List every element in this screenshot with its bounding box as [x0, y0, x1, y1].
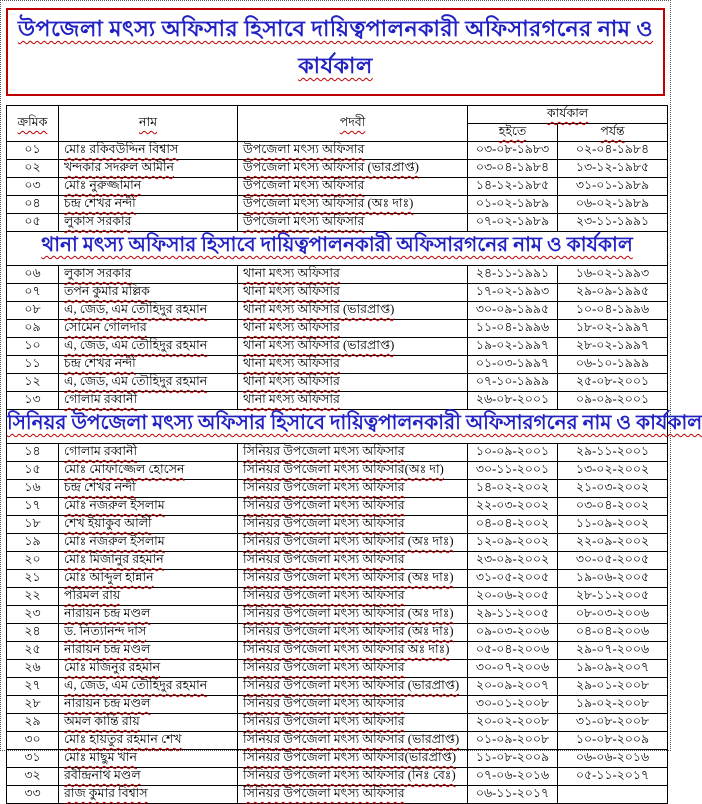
from-date-cell: ৩০-১১-২০০১: [468, 462, 558, 480]
from-date-cell: ১৪-০২-২০০২: [468, 480, 558, 498]
name-cell: চন্দ্র শেখর নন্দী: [59, 356, 238, 374]
from-date-cell: ২২-০৩-২০০২: [468, 498, 558, 516]
name-cell: অমল কান্তি রায়: [59, 714, 238, 732]
table-row: [7, 374, 668, 392]
table-row: [7, 714, 668, 732]
designation-cell: সিনিয়র উপজেলা মৎস্য অফিসার: [238, 516, 468, 534]
name-cell: গোলাম রব্বানী: [59, 392, 238, 410]
designation-cell: সিনিয়র উপজেলা মৎস্য অফিসার: [238, 696, 468, 714]
to-date-cell: ১৯-০২-২০০৮: [558, 696, 668, 714]
designation-cell: উপজেলা মৎস্য অফিসার (অঃ দাঃ): [238, 196, 468, 214]
name-cell: মোঃ মিজানুর রহমান: [59, 552, 238, 570]
designation-cell: থানা মৎস্য অফিসার (ভারপ্রাপ্ত): [238, 302, 468, 320]
from-date-cell: ০৫-০৪-২০০৬: [468, 642, 558, 660]
table-header: [7, 106, 668, 142]
to-date-cell: ২৫-০৮-২০০১: [558, 374, 668, 392]
table-row: [7, 642, 668, 660]
to-date-cell: ১৩-১২-১৯৮৫: [558, 160, 668, 178]
to-date-cell: ০৬-১০-১৯৯৯: [558, 356, 668, 374]
table-row: [7, 552, 668, 570]
serial-cell: ২২: [7, 588, 59, 606]
table-row: [7, 142, 668, 160]
to-date-cell: ২১-০৩-২০০২: [558, 480, 668, 498]
serial-cell: ১১: [7, 356, 59, 374]
designation-cell: সিনিয়র উপজেলা মৎস্য অফিসার: [238, 498, 468, 516]
table-row: [7, 732, 668, 750]
serial-cell: ০৩: [7, 178, 59, 196]
from-date-cell: ২০-০৯-২০০৭: [468, 678, 558, 696]
from-date-cell: ৩০-০৯-১৯৯৫: [468, 302, 558, 320]
from-date-cell: ০৭-০৬-২০১৬: [468, 768, 558, 786]
name-cell: লুকাস সরকার: [59, 266, 238, 284]
designation-cell: সিনিয়র উপজেলা মৎস্য অফিসার (ভারপ্রাপ্ত): [238, 678, 468, 696]
table-row: [7, 534, 668, 552]
to-date-cell: ২৩-১১-১৯৯১: [558, 214, 668, 232]
from-date-cell: ১৭-০২-১৯৯৩: [468, 284, 558, 302]
designation-cell: সিনিয়র উপজেলা মৎস্য অফিসার (ভারপ্রাপ্ত): [238, 732, 468, 750]
serial-cell: ১৮: [7, 516, 59, 534]
designation-cell: থানা মৎস্য অফিসার: [238, 266, 468, 284]
from-date-cell: ০৭-০২-১৯৮৯: [468, 214, 558, 232]
table-row: [7, 196, 668, 214]
to-date-cell: ২৮-১১-২০০৫: [558, 588, 668, 606]
designation-cell: সিনিয়র উপজেলা মৎস্য অফিসার: [238, 660, 468, 678]
designation-cell: সিনিয়র উপজেলা মৎস্য অফিসার: [238, 714, 468, 732]
name-cell: রবীন্দ্রনাথ মণ্ডল: [59, 768, 238, 786]
from-date-cell: ১০-০৯-২০০১: [468, 444, 558, 462]
column-header-to: পর্যন্ত: [558, 124, 668, 142]
designation-cell: থানা মৎস্য অফিসার: [238, 320, 468, 338]
table-row: [7, 462, 668, 480]
designation-cell: সিনিয়র উপজেলা মৎস্য অফিসার: [238, 552, 468, 570]
to-date-cell: ৩১-০১-১৯৮৯: [558, 178, 668, 196]
from-date-cell: ০১-০২-১৯৮৯: [468, 196, 558, 214]
column-header-tenure: কার্যকাল: [468, 106, 668, 124]
serial-cell: ০২: [7, 160, 59, 178]
designation-cell: থানা মৎস্য অফিসার: [238, 392, 468, 410]
name-cell: ড. নিত্যানন্দ দাস: [59, 624, 238, 642]
to-date-cell: ০৬-০৬-২০১৬: [558, 750, 668, 768]
name-cell: এ, জেড, এম তৌহিদুর রহমান: [59, 374, 238, 392]
table-row: [7, 588, 668, 606]
designation-cell: থানা মৎস্য অফিসার: [238, 284, 468, 302]
name-cell: মোঃ মোফাজ্জেল হোসেন: [59, 462, 238, 480]
table-row: [7, 178, 668, 196]
table-row: [7, 570, 668, 588]
name-cell: শেখ ইয়াকুব আলী: [59, 516, 238, 534]
name-cell: লুকাস সরকার: [59, 214, 238, 232]
column-header-from: হইতে: [468, 124, 558, 142]
from-date-cell: ০৩-০৮-১৯৮৩: [468, 142, 558, 160]
table-row: [7, 696, 668, 714]
designation-cell: সিনিয়র উপজেলা মৎস্য অফিসার (অঃ দাঃ): [238, 534, 468, 552]
from-date-cell: ২৬-০৮-২০০১: [468, 392, 558, 410]
name-cell: তপন কুমার মল্লিক: [59, 284, 238, 302]
to-date-cell: ১৩-০২-২০০২: [558, 462, 668, 480]
to-date-cell: ০৮-০৩-২০০৬: [558, 606, 668, 624]
name-cell: মোঃ রকিবউদ্দিন বিশ্বাস: [59, 142, 238, 160]
name-cell: নারায়ন চন্দ্র মণ্ডল: [59, 642, 238, 660]
table-body: [7, 142, 702, 804]
designation-cell: সিনিয়র উপজেলা মৎস্য অফিসার অঃ দাঃ): [238, 642, 468, 660]
section-title: থানা মৎস্য অফিসার হিসাবে দায়িত্বপালনকারী অফিসারগনের নাম ও কার্যকাল: [41, 234, 633, 256]
table-row: [7, 392, 668, 410]
name-cell: গোলাম রব্বানী: [59, 444, 238, 462]
table-row: [7, 786, 668, 804]
from-date-cell: ১১-০৮-২০০৯: [468, 750, 558, 768]
from-date-cell: ০৯-০৩-২০০৬: [468, 624, 558, 642]
serial-cell: ০৯: [7, 320, 59, 338]
serial-cell: ১৭: [7, 498, 59, 516]
from-date-cell: ১১-০৪-১৯৯৬: [468, 320, 558, 338]
table-row: [7, 660, 668, 678]
designation-cell: সিনিয়র উপজেলা মৎস্য অফিসার(অঃ দা): [238, 462, 468, 480]
serial-cell: ১২: [7, 374, 59, 392]
serial-cell: ২৫: [7, 642, 59, 660]
name-cell: চন্দ্র শেখর নন্দী: [59, 480, 238, 498]
from-date-cell: ৩০-০৭-২০০৬: [468, 660, 558, 678]
from-date-cell: ০৩-০৪-১৯৮৪: [468, 160, 558, 178]
name-cell: এ, জেড, এম তৌহিদুর রহমান: [59, 338, 238, 356]
serial-cell: ০৫: [7, 214, 59, 232]
designation-cell: সিনিয়র উপজেলা মৎস্য অফিসার: [238, 444, 468, 462]
to-date-cell: ১৯-০৬-২০০৫: [558, 570, 668, 588]
from-date-cell: ১২-০৯-২০০২: [468, 534, 558, 552]
name-cell: পরিমল রায়: [59, 588, 238, 606]
from-date-cell: ২৪-১১-১৯৯১: [468, 266, 558, 284]
table-row: [7, 356, 668, 374]
section-title-row: [7, 410, 668, 444]
name-cell: মোঃ মজিনুর রহমান: [59, 660, 238, 678]
header-row-main: [7, 106, 668, 124]
from-date-cell: ০৭-১০-১৯৯৯: [468, 374, 558, 392]
table-row: [7, 302, 668, 320]
from-date-cell: ১৯-০২-১৯৯৭: [468, 338, 558, 356]
table-row: [7, 606, 668, 624]
from-date-cell: ২৩-০৯-২০০২: [468, 552, 558, 570]
serial-cell: ২৩: [7, 606, 59, 624]
to-date-cell: ২৯-০৯-১৯৯৫: [558, 284, 668, 302]
column-header-serial: ক্রমিক: [7, 106, 59, 142]
from-date-cell: ৩১-০৫-২০০৫: [468, 570, 558, 588]
serial-cell: ১৩: [7, 392, 59, 410]
from-date-cell: ০১-০৯-২০০৮: [468, 732, 558, 750]
serial-cell: ০১: [7, 142, 59, 160]
name-cell: নারায়ন চন্দ্র মণ্ডল: [59, 696, 238, 714]
serial-cell: ০৮: [7, 302, 59, 320]
serial-cell: ২৭: [7, 678, 59, 696]
from-date-cell: ০৬-১১-২০১৭: [468, 786, 558, 804]
serial-cell: ০৪: [7, 196, 59, 214]
serial-cell: ১৫: [7, 462, 59, 480]
to-date-cell: ৩১-০৮-২০০৮: [558, 714, 668, 732]
designation-cell: উপজেলা মৎস্য অফিসার (ভারপ্রাপ্ত): [238, 160, 468, 178]
serial-cell: ০৬: [7, 266, 59, 284]
name-cell: মোঃ নজরুল ইসলাম: [59, 534, 238, 552]
designation-cell: উপজেলা মৎস্য অফিসার: [238, 214, 468, 232]
section-title: সিনিয়র উপজেলা মৎস্য অফিসার হিসাবে দায়িত্বপালনকারী অফিসারগনের নাম ও কার্যকাল: [7, 412, 702, 434]
table-row: [7, 750, 668, 768]
table-row: [7, 480, 668, 498]
designation-cell: সিনিয়র উপজেলা মৎস্য অফিসার: [238, 480, 468, 498]
to-date-cell: ০৩-০৪-২০০২: [558, 498, 668, 516]
designation-cell: উপজেলা মৎস্য অফিসার: [238, 142, 468, 160]
to-date-cell: ২৯-০১-২০০৮: [558, 678, 668, 696]
page-title-box: [6, 8, 665, 96]
column-header-name: নাম: [59, 106, 238, 142]
serial-cell: ১৪: [7, 444, 59, 462]
officers-table: [6, 105, 702, 804]
name-cell: সোমেন গোলদার: [59, 320, 238, 338]
designation-cell: সিনিয়র উপজেলা মৎস্য অফিসার: [238, 588, 468, 606]
designation-cell: সিনিয়র উপজেলা মৎস্য অফিসার (অঃ দাঃ): [238, 624, 468, 642]
to-date-cell: ০৯-০৯-২০০১: [558, 392, 668, 410]
table-row: [7, 320, 668, 338]
name-cell: এ, জেড, এম তৌহিদুর রহমান: [59, 302, 238, 320]
table-row: [7, 284, 668, 302]
serial-cell: ২৮: [7, 696, 59, 714]
name-cell: মোঃ মাছুম খান: [59, 750, 238, 768]
serial-cell: ০৭: [7, 284, 59, 302]
table-row: [7, 160, 668, 178]
serial-cell: ২৬: [7, 660, 59, 678]
from-date-cell: ২৯-১১-২০০৫: [468, 606, 558, 624]
serial-cell: ২৯: [7, 714, 59, 732]
name-cell: মোঃ আব্দুল হান্নান: [59, 570, 238, 588]
to-date-cell: ২৮-০২-১৯৯৭: [558, 338, 668, 356]
from-date-cell: ১৪-১২-১৯৮৫: [468, 178, 558, 196]
name-cell: মোঃ নজরুল ইসলাম: [59, 498, 238, 516]
table-row: [7, 624, 668, 642]
table-row: [7, 444, 668, 462]
designation-cell: সিনিয়র উপজেলা মৎস্য অফিসার (অঃ দাঃ): [238, 606, 468, 624]
to-date-cell: ১০-০৮-২০০৯: [558, 732, 668, 750]
table-row: [7, 338, 668, 356]
to-date-cell: ১১-০৯-২০০২: [558, 516, 668, 534]
from-date-cell: ০১-০৩-১৯৯৭: [468, 356, 558, 374]
serial-cell: ৩২: [7, 768, 59, 786]
serial-cell: ২৪: [7, 624, 59, 642]
table-row: [7, 266, 668, 284]
from-date-cell: ৩০-০১-২০০৮: [468, 696, 558, 714]
designation-cell: সিনিয়র উপজেলা মৎস্য অফিসার: [238, 786, 468, 804]
serial-cell: ৩১: [7, 750, 59, 768]
designation-cell: থানা মৎস্য অফিসার: [238, 374, 468, 392]
name-cell: মোঃ হায়তুর রহমান শেখ: [59, 732, 238, 750]
to-date-cell: ৩০-০৫-২০০৫: [558, 552, 668, 570]
section-title-cell: [7, 410, 702, 444]
to-date-cell: ১৮-০২-১৯৯৭: [558, 320, 668, 338]
serial-cell: ২১: [7, 570, 59, 588]
serial-cell: ১৯: [7, 534, 59, 552]
to-date-cell: ০৬-০২-১৯৮৯: [558, 196, 668, 214]
from-date-cell: ২০-০২-২০০৮: [468, 714, 558, 732]
designation-cell: থানা মৎস্য অফিসার (ভারপ্রাপ্ত): [238, 338, 468, 356]
to-date-cell: ০২-০৪-১৯৮৪: [558, 142, 668, 160]
table-row: [7, 768, 668, 786]
from-date-cell: ০৪-০৪-২০০২: [468, 516, 558, 534]
designation-cell: উপজেলা মৎস্য অফিসার: [238, 178, 468, 196]
to-date-cell: ০৫-১১-২০১৭: [558, 768, 668, 786]
column-header-designation: পদবী: [238, 106, 468, 142]
serial-cell: ৩০: [7, 732, 59, 750]
serial-cell: ২০: [7, 552, 59, 570]
to-date-cell: ২৯-০৭-২০০৬: [558, 642, 668, 660]
designation-cell: সিনিয়র উপজেলা মৎস্য অফিসার (নিঃ বেঃ): [238, 768, 468, 786]
name-cell: নারায়ন চন্দ্র মণ্ডল: [59, 606, 238, 624]
serial-cell: ৩৩: [7, 786, 59, 804]
table-row: [7, 498, 668, 516]
to-date-cell: ০৪-০৪-২০০৬: [558, 624, 668, 642]
to-date-cell: [558, 786, 668, 804]
designation-cell: সিনিয়র উপজেলা মৎস্য অফিসার(ভারপ্রাপ্ত): [238, 750, 468, 768]
table-row: [7, 214, 668, 232]
designation-cell: সিনিয়র উপজেলা মৎস্য অফিসার (অঃ দাঃ): [238, 570, 468, 588]
name-cell: এ, জেড, এম তৌহিদুর রহমান: [59, 678, 238, 696]
to-date-cell: ২৯-১১-২০০১: [558, 444, 668, 462]
table-row: [7, 678, 668, 696]
serial-cell: ১৬: [7, 480, 59, 498]
from-date-cell: ২০-০৬-২০০৫: [468, 588, 558, 606]
name-cell: রাজ কুমার বিশ্বাস: [59, 786, 238, 804]
to-date-cell: ১৯-০৯-২০০৭: [558, 660, 668, 678]
to-date-cell: ১০-০৪-১৯৯৬: [558, 302, 668, 320]
section-title-cell: [7, 232, 668, 266]
to-date-cell: ১৬-০২-১৯৯৩: [558, 266, 668, 284]
name-cell: মোঃ নুরুজ্জামান: [59, 178, 238, 196]
section-title-row: [7, 232, 668, 266]
table-row: [7, 516, 668, 534]
name-cell: খন্দকার সদরুল আমীন: [59, 160, 238, 178]
serial-cell: ১০: [7, 338, 59, 356]
name-cell: চন্দ্র শেখর নন্দী: [59, 196, 238, 214]
page-title: উপজেলা মৎস্য অফিসার হিসাবে দায়িত্বপালনকারী অফিসারগনের নাম ও কার্যকাল: [17, 16, 654, 78]
designation-cell: থানা মৎস্য অফিসার: [238, 356, 468, 374]
to-date-cell: ২২-০৯-২০০২: [558, 534, 668, 552]
